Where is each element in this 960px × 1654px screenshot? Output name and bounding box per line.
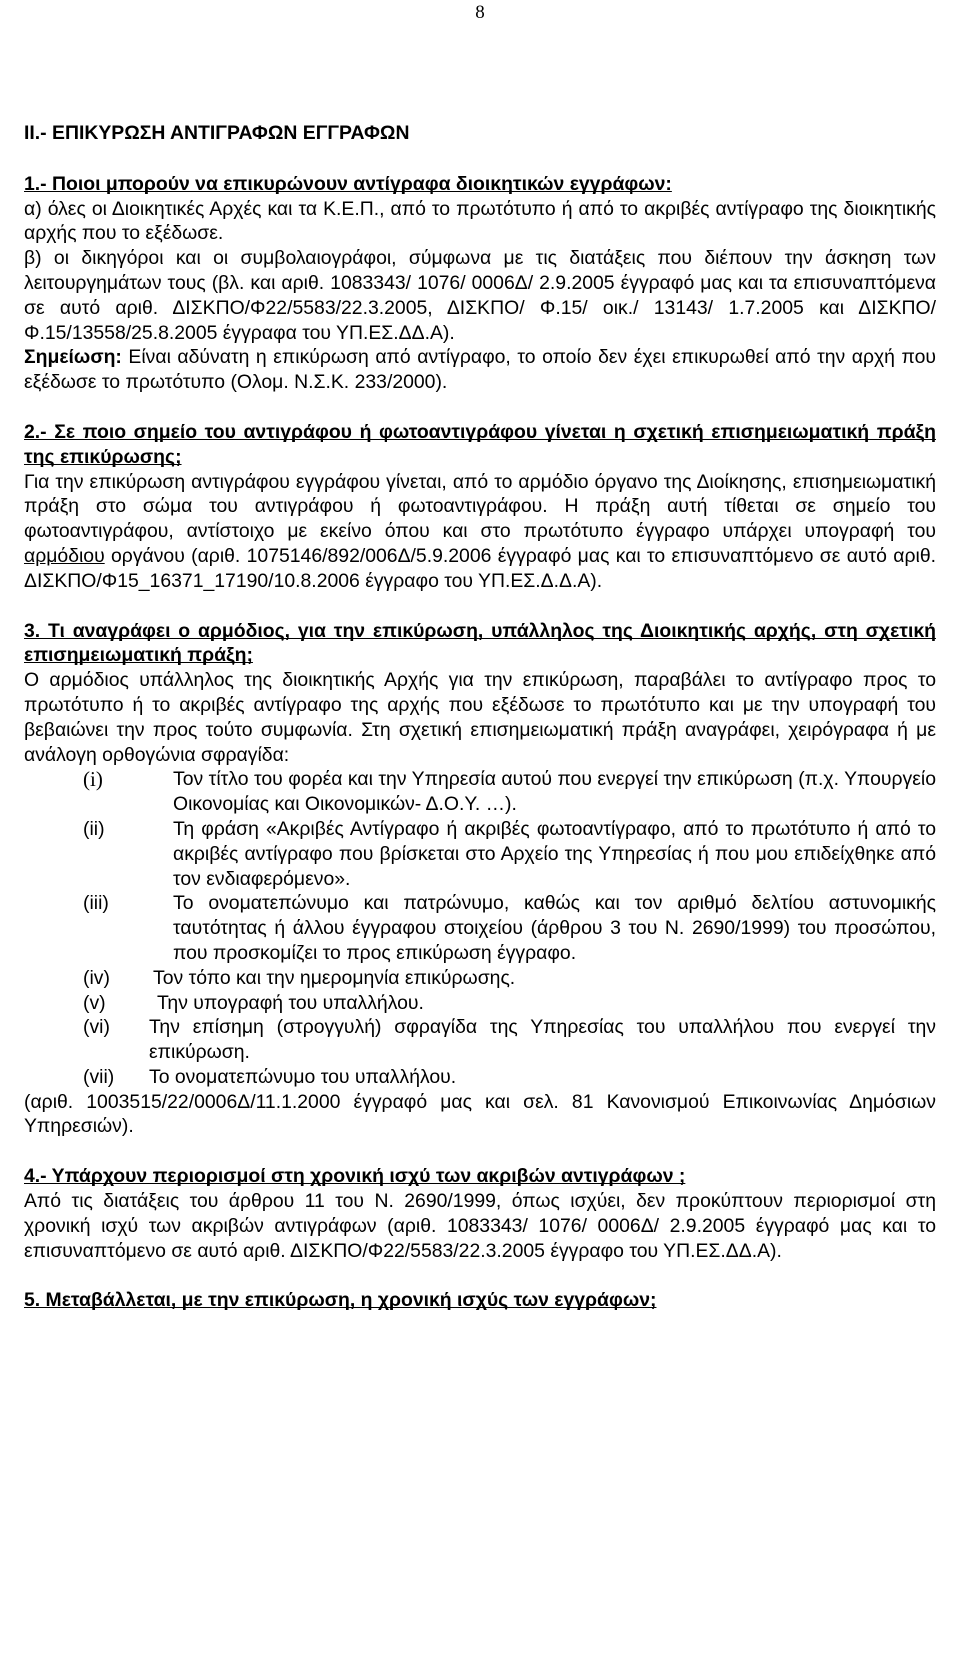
list-item: (vii) Το ονοματεπώνυμο του υπαλλήλου. bbox=[83, 1065, 457, 1088]
q2-underlined-word: αρμόδιου bbox=[24, 544, 105, 567]
q1-note-text: Είναι αδύνατη η επικύρωση από αντίγραφο, το οποίο δεν έχει επικυρωθεί από την αρχή που εξέδωσε το πρωτότυπο (Ολομ. Ν.Σ.Κ. 233/2000). bbox=[24, 346, 936, 394]
question-1-heading: 1.- Ποιοι μπορούν να επικυρώνουν αντίγραφα διοικητικών εγγράφων: bbox=[24, 172, 672, 195]
page-number: 8 bbox=[475, 2, 485, 23]
question-4-heading: 4.- Υπάρχουν περιορισμοί στη χρονική ισχύ των ακριβών αντιγράφων ; bbox=[24, 1165, 686, 1188]
section-title: II.- ΕΠΙΚΥΡΩΣΗ ΑΝΤΙΓΡΑΦΩΝ ΕΓΓΡΑΦΩΝ bbox=[24, 122, 410, 144]
question-2-heading: 2.- Σε ποιο σημείο του αντιγράφου ή φωτοαντιγράφου γίνεται η σχετική επισημειωματική πράξη της επικύρωσης; bbox=[24, 420, 936, 468]
q1-note-label: Σημείωση: bbox=[24, 346, 122, 369]
q4-answer: Από τις διατάξεις του άρθρου 11 του Ν. 2690/1999, όπως ισχύει, δεν προκύπτουν περιορισμοί στη χρονική ισχύ των ακριβών αντιγράφων (αριθ. 1083343/ 1076/ 0006Δ/ 2.9.2005 έγγραφό μας και το επισυναπτόμενο σε αυτό αριθ. ΔΙΣΚΠΟ/Φ22/5583/22.3.2005 έγγραφο του ΥΠ.ΕΣ.ΔΔ.Α). bbox=[24, 1190, 936, 1262]
question-5-heading: 5. Μεταβάλλεται, με την επικύρωση, η χρονική ισχύς των εγγράφων; bbox=[24, 1289, 657, 1312]
q2-answer: Για την επικύρωση αντιγράφου εγγράφου γίνεται, από το αρμόδιο όργανο της Διοίκησης, επισημειωματική πράξη στο σώμα του αντιγράφου ή φωτοαντιγράφου. Η πράξη αυτή τίθεται σε σημείο του φωτοαντιγράφου, αντίστοιχο με εκείνο όπου και στο πρωτότυπο έγγραφο υπάρχει υπογραφή του αρμόδιου οργάνου (αριθ. 1075146/892/006Δ/5.9.2006 έγγραφό μας και το επισυναπτόμενο σε αυτό αριθ. ΔΙΣΚΠΟ/Φ15_16371_17190/10.8.2006 έγγραφο του ΥΠ.ΕΣ.Δ.Δ.Α). bbox=[24, 470, 936, 592]
list-item: (i) Τον τίτλο του φορέα και την Υπηρεσία αυτού που ενεργεί την επικύρωση (π.χ. Υπουργείο Οικονομίας και Οικονομικών- Δ.Ο.Υ. …). bbox=[83, 767, 936, 816]
q1-item-a: α) όλες οι Διοικητικές Αρχές και τα Κ.Ε.Π., από το πρωτότυπο ή από το ακριβές αντίγραφο της διοικητικής αρχής που το εξέδωσε. bbox=[24, 197, 936, 245]
document-body bbox=[24, 121, 936, 1313]
q3-closing: (αριθ. 1003515/22/0006Δ/11.1.2000 έγγραφό μας και σελ. 81 Κανονισμού Επικοινωνίας Δημόσιων Υπηρεσιών). bbox=[24, 1090, 936, 1138]
q1-item-b: β) οι δικηγόροι και οι συμβολαιογράφοι, σύμφωνα με τις διατάξεις που διέπουν την άσκηση των λειτουργημάτων τους (βλ. και αριθ. 1083343/ 1076/ 0006Δ/ 2.9.2005 έγγραφό μας και τα επισυναπτόμενα σε αυτό αριθ. ΔΙΣΚΠΟ/Φ22/5583/22.3.2005, ΔΙΣΚΠΟ/ Φ.15/ οικ./ 13143/ 1.7.2005 και ΔΙΣΚΠΟ/Φ.15/13558/25.8.2005 έγγραφα του ΥΠ.ΕΣ.ΔΔ.Α). bbox=[24, 247, 936, 344]
list-item: (v) Την υπογραφή του υπαλλήλου. bbox=[83, 991, 424, 1014]
list-item: (iv) Τον τόπο και την ημερομηνία επικύρωσης. bbox=[83, 966, 516, 989]
list-item: (iii) Το ονοματεπώνυμο και πατρώνυμο, καθώς και τον αριθμό δελτίου αστυνομικής ταυτότητας ή άλλου έγγραφου στοιχείου (άρθρου 3 του Ν. 2690/1999) του προσώπου, που προσκομίζει το προς επικύρωση έγγραφο. bbox=[83, 892, 936, 964]
q3-intro: Ο αρμόδιος υπάλληλος της διοικητικής Αρχής για την επικύρωση, παραβάλει το αντίγραφο προς το πρωτότυπο ή το ακριβές αντίγραφο της αρχής που εξέδωσε το πρωτότυπο και με την υπογραφή του βεβαιώνει την προς τούτο συμφωνία. Στη σχετική επισημειωματική πράξη αναγράφει, χειρόγραφα ή με ανάλογη ορθογώνια σφραγίδα: bbox=[24, 669, 936, 766]
question-3-heading: 3. Τι αναγράφει ο αρμόδιος, για την επικύρωση, υπάλληλος της Διοικητικής αρχής, στη σχετική επισημειωματική πράξη; bbox=[24, 619, 936, 667]
q3-items-list bbox=[24, 767, 936, 1089]
q1-note bbox=[24, 345, 936, 395]
list-item: (vi) Την επίσημη (στρογγυλή) σφραγίδα της Υπηρεσίας του υπαλλήλου που ενεργεί την επικύρωση. bbox=[83, 1016, 936, 1064]
list-item: (ii) Τη φράση «Ακριβές Αντίγραφο ή ακριβές φωτοαντίγραφο, από το πρωτότυπο ή από το ακριβές αντίγραφο που βρίσκεται στο Αρχείο της Υπηρεσίας ή που μου επιδείχθηκε από τον ενδιαφερόμενο». bbox=[83, 817, 936, 890]
